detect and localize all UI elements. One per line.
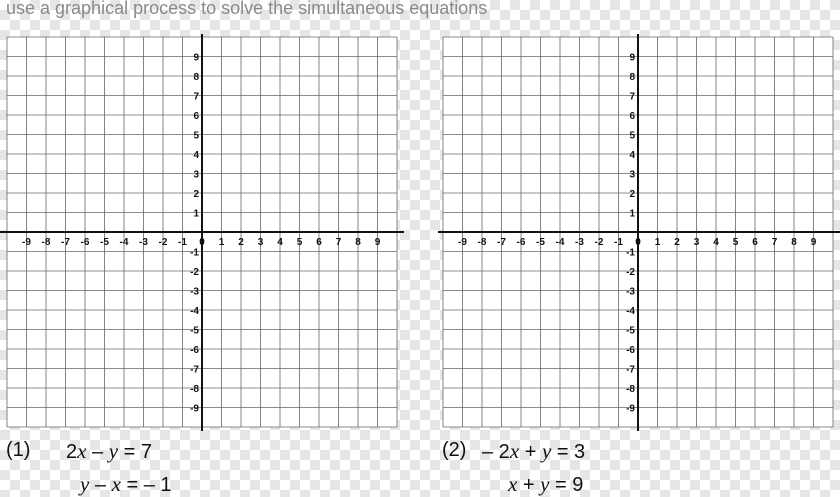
x-tick-label: 7 bbox=[771, 237, 778, 248]
x-tick-label: 9 bbox=[810, 237, 817, 248]
x-tick-label: -4 bbox=[119, 237, 129, 248]
y-tick-label: -7 bbox=[626, 364, 635, 376]
y-tick-label: 8 bbox=[193, 72, 199, 83]
y-tick-label: 3 bbox=[193, 169, 199, 181]
x-tick-label: -8 bbox=[41, 237, 51, 248]
y-tick-label: 7 bbox=[629, 91, 635, 103]
y-tick-label: -9 bbox=[626, 403, 635, 415]
y-tick-label: -5 bbox=[626, 325, 635, 337]
y-tick-label: 9 bbox=[629, 52, 635, 64]
x-tick-label: -5 bbox=[100, 237, 109, 248]
x-tick-label: 4 bbox=[277, 237, 283, 248]
equation-2b: x + y = 9 bbox=[508, 472, 584, 496]
equation-1b: y – x = – 1 bbox=[80, 472, 172, 496]
y-tick-label: -9 bbox=[190, 403, 199, 415]
y-tick-label: -1 bbox=[190, 247, 199, 259]
y-tick-label: 3 bbox=[629, 169, 635, 181]
x-tick-label: 0 bbox=[635, 237, 641, 248]
x-tick-label: 6 bbox=[752, 237, 758, 248]
equation-1a: 2x – y = 7 bbox=[66, 439, 152, 463]
y-tick-label: -2 bbox=[626, 267, 635, 278]
y-tick-label: -8 bbox=[190, 384, 199, 395]
x-tick-label: -8 bbox=[477, 237, 487, 248]
x-tick-label: 5 bbox=[732, 237, 739, 248]
x-tick-label: -5 bbox=[536, 237, 545, 248]
y-tick-label: 4 bbox=[629, 150, 635, 161]
y-tick-label: 1 bbox=[629, 208, 635, 220]
x-tick-label: -3 bbox=[575, 237, 584, 248]
x-tick-label: 8 bbox=[355, 237, 361, 248]
y-tick-label: 2 bbox=[629, 189, 635, 200]
x-tick-label: 8 bbox=[791, 237, 797, 248]
y-tick-label: -4 bbox=[190, 306, 199, 317]
x-tick-label: 3 bbox=[257, 237, 264, 248]
y-tick-label: 8 bbox=[629, 72, 635, 83]
x-tick-label: 1 bbox=[218, 237, 225, 248]
x-tick-label: -7 bbox=[497, 237, 506, 248]
equation-2a: – 2x + y = 3 bbox=[482, 439, 586, 463]
y-tick-label: 1 bbox=[193, 208, 199, 220]
y-tick-label: -6 bbox=[626, 345, 635, 356]
x-tick-label: -9 bbox=[458, 237, 467, 248]
x-tick-label: 1 bbox=[654, 237, 661, 248]
y-tick-label: 5 bbox=[629, 130, 635, 142]
x-tick-label: -2 bbox=[158, 237, 168, 248]
page-title: use a graphical process to solve the simultaneous equations bbox=[6, 0, 488, 18]
x-tick-label: 2 bbox=[238, 237, 244, 248]
problem-number: (2) bbox=[442, 439, 467, 461]
y-tick-label: 4 bbox=[193, 150, 199, 161]
y-tick-label: 5 bbox=[193, 130, 199, 142]
y-tick-label: 2 bbox=[193, 189, 199, 200]
y-tick-label: -4 bbox=[626, 306, 635, 317]
x-tick-label: 2 bbox=[674, 237, 680, 248]
x-tick-label: 0 bbox=[199, 237, 205, 248]
y-tick-label: -2 bbox=[190, 267, 199, 278]
x-tick-label: 6 bbox=[316, 237, 322, 248]
y-tick-label: -3 bbox=[190, 286, 199, 298]
x-tick-label: -3 bbox=[139, 237, 148, 248]
x-tick-label: -2 bbox=[594, 237, 604, 248]
x-tick-label: -1 bbox=[614, 237, 623, 248]
y-tick-label: -5 bbox=[190, 325, 199, 337]
y-tick-label: -3 bbox=[626, 286, 635, 298]
x-tick-label: -6 bbox=[516, 237, 526, 248]
y-tick-label: -8 bbox=[626, 384, 635, 395]
problem-number: (1) bbox=[6, 439, 31, 461]
x-tick-label: 7 bbox=[335, 237, 342, 248]
x-tick-label: -6 bbox=[80, 237, 90, 248]
y-tick-label: -7 bbox=[190, 364, 199, 376]
x-tick-label: 4 bbox=[713, 237, 719, 248]
x-tick-label: 3 bbox=[693, 237, 700, 248]
y-tick-label: 9 bbox=[193, 52, 199, 64]
x-tick-label: -7 bbox=[61, 237, 70, 248]
y-tick-label: 6 bbox=[193, 111, 199, 122]
y-tick-label: -6 bbox=[190, 345, 199, 356]
y-tick-label: 7 bbox=[193, 91, 199, 103]
x-tick-label: -9 bbox=[22, 237, 31, 248]
y-tick-label: -1 bbox=[626, 247, 635, 259]
x-tick-label: -4 bbox=[555, 237, 565, 248]
x-tick-label: -1 bbox=[178, 237, 187, 248]
x-tick-label: 9 bbox=[374, 237, 381, 248]
x-tick-label: 5 bbox=[296, 237, 303, 248]
y-tick-label: 6 bbox=[629, 111, 635, 122]
